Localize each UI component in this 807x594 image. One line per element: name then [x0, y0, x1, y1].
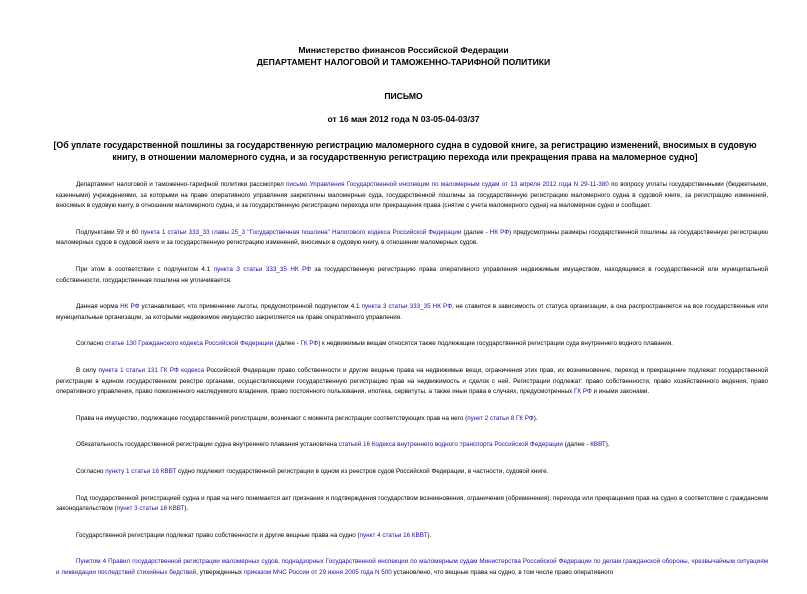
paragraph-text: Под государственной регистрацией судна и прав на него понимается акт признания и подтверждения государством возникновения, ограничения (обременения), перехода или прекращения прав на судно в соответствии с гражданским законодательством ( — [56, 494, 768, 513]
paragraph-text: , утвержденных — [196, 568, 244, 576]
paragraph-text: Государственной регистрации подлежат право собственности и другие вещные права на судно ( — [76, 531, 360, 539]
document-link[interactable]: Правил государственной регистрации маломерных судов, поднадзорных Государственной инспекции по маломерным судам Министерства Российской Федерации по делам гражданской обороны, чрезвычайным ситуациям и ликвидации последствий стихийных бедствий — [56, 558, 769, 576]
paragraph-text: Согласно — [76, 340, 106, 348]
paragraph-text: В силу — [76, 366, 99, 374]
body-paragraph — [56, 467, 768, 478]
document-link[interactable]: НК РФ — [489, 228, 510, 236]
document-link[interactable]: пункту 1 статьи 16 КВВТ — [105, 467, 177, 475]
document-link[interactable]: Пунктом 4 — [76, 558, 109, 566]
document-link[interactable]: пункта 3 статьи 333_35 НК РФ — [361, 303, 452, 311]
paragraph-text: за государственную регистрацию права оперативного управления недвижимым имуществом, находящимся в государственной или муниципальной собственности, государственная пошлина не уплачивается. — [56, 265, 768, 284]
body-paragraph — [56, 531, 768, 542]
paragraph-text: Данная норма — [76, 303, 121, 311]
paragraph-text: (далее - — [562, 441, 591, 449]
letter-title: ПИСЬМО — [384, 91, 423, 101]
document-link[interactable]: пункт 4 статьи 16 КВВТ — [359, 531, 428, 539]
body-paragraph — [56, 228, 768, 249]
document-link[interactable]: ГК РФ — [574, 388, 592, 396]
document-link[interactable]: ГК РФ — [300, 340, 319, 348]
document-link[interactable]: пункт 3 статьи 16 КВВТ — [116, 505, 185, 513]
document-link[interactable]: приказом МЧС России от 29 июня 2005 года N 500 — [243, 568, 392, 576]
paragraph-text: судно подлежит государственной регистрации в одном из реестров судов Российской Федерации, в частности, судовой книге. — [176, 467, 549, 475]
document-link[interactable]: письмо Управления Государственной инспекции по маломерным судам от 13 апреля 2012 года N 29-11-380 — [286, 181, 609, 188]
paragraph-text: ). — [427, 531, 432, 539]
document-link[interactable]: статьей 16 Кодекса внутреннего водного транспорта Российской Федерации — [338, 441, 563, 449]
document-link[interactable]: пункта 3 статьи 333_35 НК РФ — [213, 265, 311, 273]
letter-date: от 16 мая 2012 года N 03-05-04-03/37 — [327, 114, 480, 124]
paragraph-text: установлено, что вещные права на судно, в том числе право оперативного — [391, 568, 614, 576]
document-link[interactable]: пункт 2 статьи 8 ГК РФ — [467, 414, 534, 422]
paragraph-text: Права на имущество, подлежащее государственной регистрации, возникают с момента регистрации соответствующих прав на него ( — [76, 414, 468, 422]
paragraph-text: Согласно — [76, 467, 106, 475]
body-paragraph — [56, 366, 768, 398]
document-link[interactable]: пункта 1 статьи 333_33 главы 25_3 "Государственная пошлина" Налогового кодекса Российской Федерации — [140, 228, 462, 236]
body-paragraph — [56, 494, 768, 515]
paragraph-text: ) к недвижимым вещам относятся также подлежащие государственной регистрации суда внутреннего водного плавания. — [318, 340, 673, 348]
letter-body — [56, 180, 768, 594]
document-link[interactable]: пункта 1 статьи 131 ГК РФ кодекса — [98, 366, 204, 374]
paragraph-text: (далее - — [273, 340, 301, 348]
body-paragraph — [56, 557, 768, 578]
paragraph-text: по вопросу уплаты государственными (бюджетными, казенными) учреждениями, за которыми на праве оперативного управления закреплены маломерные суда, государственной пошлины за государственную регистрацию маломерного судна в судовой книге, за регистрацию изменений, вносимых в судовую книгу, в отношении маломерного судна, и за государственную регистрацию перехода или прекращения права (снятие с учета маломерного судна) на маломерное судно и сообщает. — [56, 181, 769, 210]
department-name: ДЕПАРТАМЕНТ НАЛОГОВОЙ И ТАМОЖЕННО-ТАРИФНОЙ ПОЛИТИКИ — [256, 57, 551, 67]
document-link[interactable]: КВВТ — [590, 441, 606, 449]
body-paragraph — [56, 414, 768, 425]
ministry-name: Министерство финансов Российской Федерации — [298, 45, 509, 55]
paragraph-text: Департамент налоговой и таможенно-тарифной политики рассмотрел — [76, 181, 287, 188]
paragraph-text: Обязательность государственной регистрации судна внутреннего плавания установлена — [76, 441, 339, 449]
letter-subject: [Об уплате государственной пошлины за государственную регистрацию маломерного судна в судовой книге, за регистрацию изменений, вносимых в судовую книгу, в отношении маломерного судна, и за государственную регистрацию перехода или прекращения права на маломерное судно] — [53, 140, 757, 162]
body-paragraph — [56, 339, 768, 350]
body-paragraph — [56, 440, 768, 451]
paragraph-text: ) предусмотрены размеры государственной пошлины за государственную регистрацию маломерных судов в судовой книге и за государственную регистрацию изменений, вносимых в судовую книгу, в отношении маломерных судов. — [56, 228, 768, 247]
body-paragraph — [56, 265, 768, 286]
paragraph-text: ). — [605, 441, 610, 449]
paragraph-text: ). — [184, 505, 189, 513]
paragraph-text: , не ставится в зависимость от статуса организации, а она распространяется на все государственные или муниципальные организации, за которыми недвижимое имущество закрепляется на праве оперативного управления. — [56, 303, 768, 321]
paragraph-text: При этом в соответствии с подпунктом 4.1 — [76, 265, 214, 273]
paragraph-text: Подпунктами 59 и 60 — [76, 228, 141, 236]
body-paragraph — [56, 180, 768, 212]
paragraph-text: ). — [533, 414, 538, 422]
paragraph-text: Российской Федерации право собственности и другие вещные права на недвижимые вещи, ограничения этих прав, их возникновение, переход и прекращение подлежат государственной регистрации в едином государственном реестре органами, осуществляющими государственную регистрацию прав на недвижимость и сделок с ней. Регистрации подлежат: право собственности, право хозяйственного ведения, право оперативного управления, право пожизненного наследуемого владения, право постоянного пользования, ипотека, сервитуты, а также иные права в случаях, предусмотренных — [56, 366, 769, 396]
paragraph-text: устанавливает, что применение льготы, предусмотренной подпунктом 4.1 — [139, 303, 362, 311]
document-link[interactable]: НК РФ — [120, 303, 140, 311]
document-link[interactable]: статье 130 Гражданского кодекса Российской Федерации — [105, 340, 274, 348]
paragraph-text: и иными законами. — [591, 388, 650, 396]
body-paragraph — [56, 302, 768, 323]
paragraph-text: (далее - — [461, 228, 490, 236]
